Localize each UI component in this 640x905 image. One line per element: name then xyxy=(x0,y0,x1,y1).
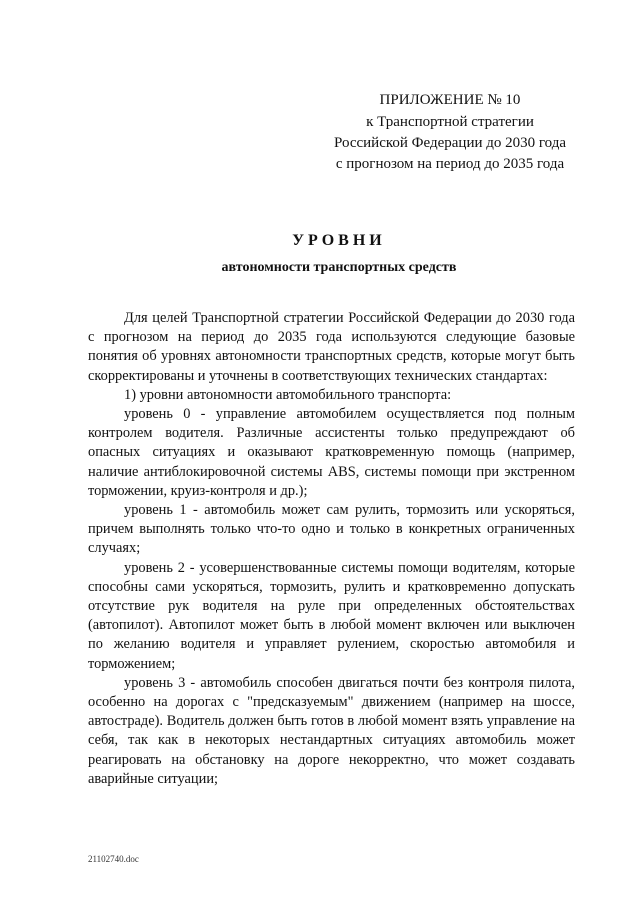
title-block xyxy=(0,230,640,278)
appendix-reference-line-1: к Транспортной стратегии xyxy=(366,114,534,130)
appendix-header xyxy=(300,90,600,175)
appendix-number: ПРИЛОЖЕНИЕ № 10 xyxy=(379,92,521,108)
document-subtitle: автономности транспортных средств xyxy=(221,260,457,275)
level-2-paragraph: уровень 2 - усовершенствованные системы помощи водителям, которые способны сами ускоряться, тормозить, рулить и кратковременно допускать отсутствие рук водителя на руле при определенных обстоятельствах (автопилот). Автопилот может быть в любой момент включен или выключен по желанию водителя и управляет рулением, скоростью автомобиля и торможением; xyxy=(88,559,575,672)
intro-paragraph: Для целей Транспортной стратегии Российской Федерации до 2030 года с прогнозом на период до 2035 года используются следующие базовые понятия об уровнях автономности транспортных средств, которые могут быть скорректированы и уточнены в соответствующих технических стандартах: xyxy=(88,310,575,384)
document-title: УРОВНИ xyxy=(292,232,386,249)
appendix-reference-line-3: с прогнозом на период до 2035 года xyxy=(335,156,565,172)
section-road-transport-heading: 1) уровни автономности автомобильного транспорта: xyxy=(124,386,452,403)
appendix-reference-line-2: Российской Федерации до 2030 года xyxy=(333,135,567,151)
document-body xyxy=(88,309,575,789)
level-1-paragraph: уровень 1 - автомобиль может сам рулить, тормозить или ускоряться, причем выполнять только что-то одно и только в конкретных ограниченных случаях; xyxy=(88,502,575,557)
level-0-paragraph: уровень 0 - управление автомобилем осуществляется под полным контролем водителя. Различные ассистенты только предупреждают об опасных ситуациях и оказывают кратковременную помощь (например, наличие антиблокировочной системы ABS, системы помощи при экстренном торможении, круиз-контроля и др.); xyxy=(88,406,575,499)
level-3-paragraph: уровень 3 - автомобиль способен двигаться почти без контроля пилота, особенно на дорогах с "предсказуемым" движением (например на шоссе, автостраде). Водитель должен быть готов в любой момент взять управление на себя, так как в некоторых нестандартных ситуациях автомобиль может реагировать на обстановку на дороге некорректно, что может создавать аварийные ситуации; xyxy=(88,674,575,787)
footer-file-code: 21102740.doc xyxy=(88,854,139,864)
